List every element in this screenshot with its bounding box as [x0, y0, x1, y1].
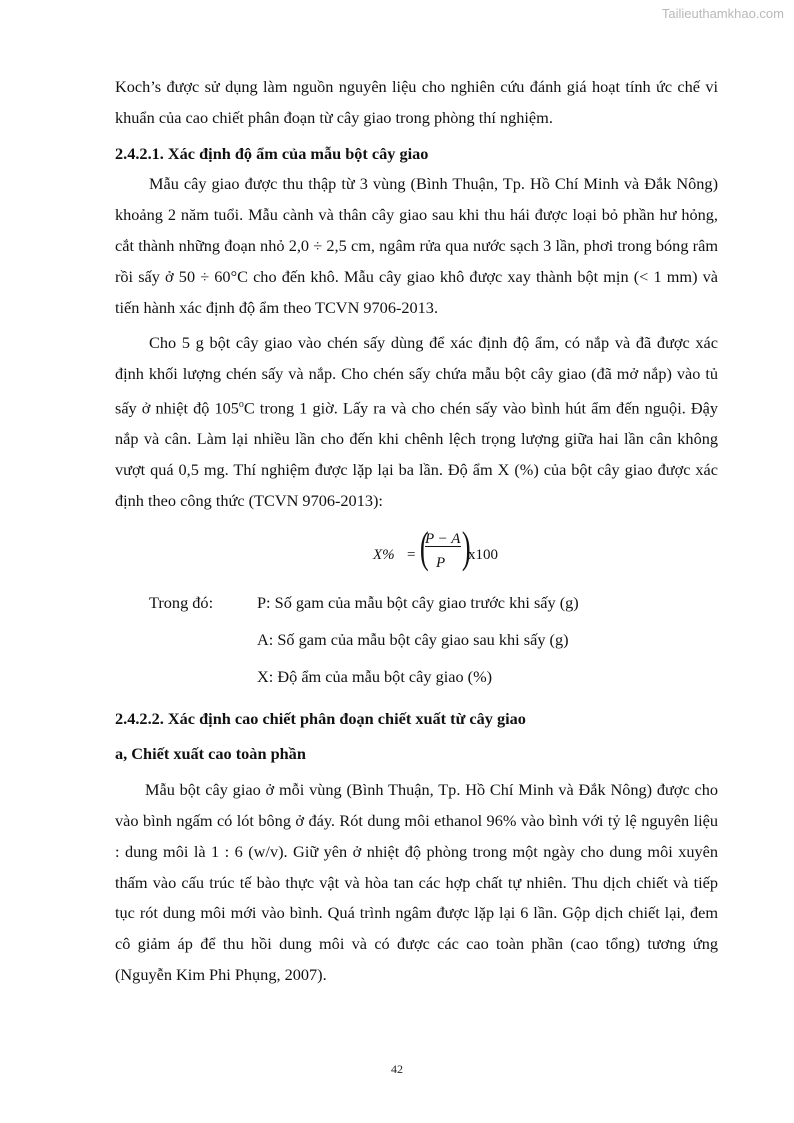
formula-lhs: X%	[373, 546, 395, 563]
section-heading-extraction: 2.4.2.2. Xác định cao chiết phân đoạn chiết xuất từ cây giao	[115, 708, 526, 728]
definition-a: A: Số gam của mẫu bột cây giao sau khi sấy (g)	[257, 629, 569, 649]
definition-x: X: Độ ẩm của mẫu bột cây giao (%)	[257, 666, 493, 686]
moisture-paragraph-1: Mẫu cây giao được thu thập từ 3 vùng (Bình Thuận, Tp. Hồ Chí Minh và Đắk Nông) khoảng 2 năm tuổi. Mẫu cành và thân cây giao sau khi thu hái được loại bỏ phần hư hỏng, cắt thành những đoạn nhỏ 2,0 ÷ 2,5 cm, ngâm rửa qua nước sạch 3 lần, phơi trong bóng râm rồi sấy ở 50 ÷ 60°C cho đến khô. Mẫu cây giao khô được xay thành bột mịn (< 1 mm) và tiến hành xác định độ ẩm theo TCVN 9706-2013.	[115, 174, 718, 317]
definitions-intro: Trong đó:	[149, 592, 214, 612]
section-heading-moisture: 2.4.2.1. Xác định độ ẩm của mẫu bột cây giao	[115, 143, 429, 163]
formula-denominator: P	[436, 554, 446, 571]
formula-fraction-bar	[425, 546, 461, 547]
formula-numerator: P − A	[425, 530, 461, 547]
formula-left-paren: (	[419, 522, 429, 572]
formula-equals: =	[407, 546, 416, 563]
paragraph-2-part-2: C trong 1 giờ. Lấy ra và cho chén sấy vào bình hút ẩm đến nguội. Đậy nắp và cân. Làm lại nhiều lần cho đến khi chênh lệch trọng lượng giữa hai lần cân không vượt quá 0,5 mg. Thí nghiệm được lặp lại ba lần. Độ ẩm X (%) của bột cây giao được xác định theo công thức (TCVN 9706-2013):	[115, 398, 718, 510]
watermark: Tailieuthamkhao.com	[661, 6, 784, 21]
formula-multiplier: x100	[468, 546, 498, 563]
degree-superscript: o	[238, 398, 244, 410]
definitions-list	[115, 588, 718, 699]
paragraph-2-part-1: Cho 5 g bột cây giao vào chén sấy dùng để xác định độ ẩm, có nắp và đã được xác định khối lượng chén sấy và nắp. Cho chén sấy chứa mẫu bột cây giao (đã mở nắp) vào tủ sấy ở nhiệt độ 105	[115, 333, 718, 418]
document-page	[115, 72, 718, 991]
definition-row	[115, 588, 718, 625]
definition-row	[115, 625, 718, 662]
moisture-formula	[115, 520, 718, 586]
definition-row	[115, 662, 718, 699]
intro-paragraph: Koch’s được sử dụng làm nguồn nguyên liệu cho nghiên cứu đánh giá hoạt tính ức chế vi khuẩn của cao chiết phân đoạn từ cây giao trong phòng thí nghiệm.	[115, 77, 718, 127]
extraction-paragraph: Mẫu bột cây giao ở mỗi vùng (Bình Thuận, Tp. Hồ Chí Minh và Đắk Nông) được cho vào bình ngấm có lót bông ở đáy. Rót dung môi ethanol 96% vào bình với tỷ lệ nguyên liệu : dung môi là 1 : 6 (w/v). Giữ yên ở nhiệt độ phòng trong một ngày cho dung môi xuyên thấm vào cấu trúc tế bào thực vật và hòa tan các hợp chất tự nhiên. Thu dịch chiết và tiếp tục rót dung môi mới vào bình. Quá trình ngâm được lặp lại 6 lần. Gộp dịch chiết lại, đem cô giảm áp để thu hồi dung môi và có được các cao toàn phần (cao tổng) tương ứng (Nguyễn Kim Phi Phụng, 2007).	[115, 780, 718, 984]
definition-p: P: Số gam của mẫu bột cây giao trước khi sấy (g)	[257, 592, 579, 612]
subsection-heading-total-extract: a, Chiết xuất cao toàn phần	[115, 744, 306, 764]
formula-right-paren: )	[461, 522, 471, 572]
page-number: 42	[391, 1062, 403, 1076]
moisture-paragraph-2	[115, 328, 718, 516]
